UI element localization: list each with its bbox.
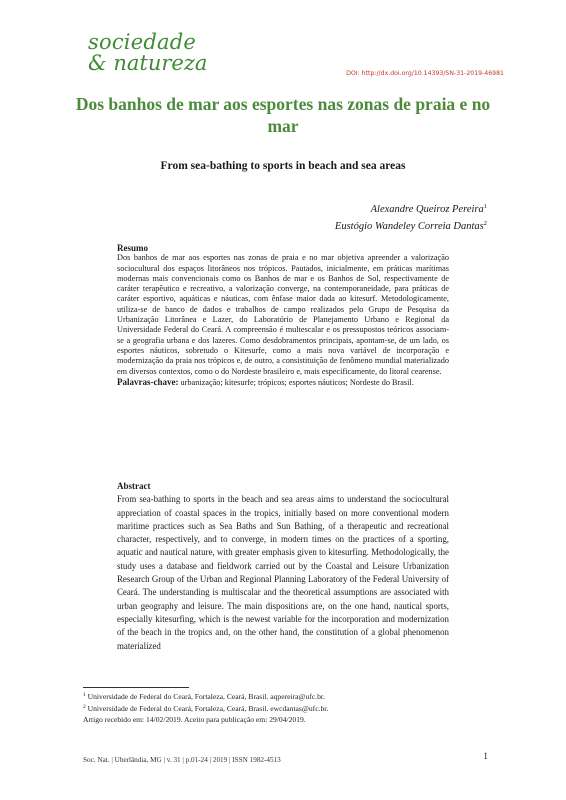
resumo-heading: Resumo bbox=[117, 243, 148, 253]
keywords-label: Palavras-chave: bbox=[117, 376, 179, 387]
footnote-1 bbox=[83, 690, 503, 702]
footnote-mark: 2 bbox=[83, 704, 86, 711]
footnotes bbox=[83, 690, 503, 725]
logo-line-1: sociedade bbox=[88, 30, 196, 54]
resumo-section bbox=[117, 243, 449, 388]
author-name: Alexandre Queiroz Pereira bbox=[370, 204, 484, 215]
author-name: Eustógio Wandeley Correia Dantas bbox=[334, 221, 484, 232]
doi-link[interactable]: DOI: http://dx.doi.org/10.14393/SN-31-2019-46981 bbox=[346, 70, 504, 77]
keywords-text: urbanização; kitesurfe; trópicos; esportes náuticos; Nordeste do Brasil. bbox=[180, 377, 414, 387]
footnote-divider bbox=[83, 687, 189, 688]
journal-logo bbox=[88, 32, 207, 74]
footnote-text: Universidade de Federal do Ceará, Fortaleza, Ceará, Brasil. aqpereira@ufc.br. bbox=[87, 692, 325, 701]
abstract-heading: Abstract bbox=[117, 481, 151, 491]
article-title: Dos banhos de mar aos esportes nas zonas de praia e no mar bbox=[75, 94, 491, 136]
abstract-section bbox=[117, 480, 449, 653]
abstract-body: From sea-bathing to sports in the beach and sea areas aims to understand the sociocultural appreciation of coastal spaces in the tropics, initially based on more conventional modern maritime practices such as Sea Baths and Sun Bathing, of a therapeutic and recreational character, respectively, and to converge, in modern times on the practices of a sporting, aquatic and nautical nature, with greater emphasis given to kitesurfing. Methodologically, the study uses a database and fieldwork carried out by the Coastal and Leisure Urbanization Research Group of the Urban and Regional Planning Laboratory of the Federal University of Ceará. The understanding is multiscalar and the theoretical assumptions are associated with urban geography and leisure. The main dispositions are, on the one hand, nautical sports, especially kitesurfing, which is the newest variable for the incorporation and modernization of the beach in the tropics and, on the other hand, the constitution of a global phenomenon materialized bbox=[117, 494, 449, 651]
article-subtitle: From sea-bathing to sports in beach and sea areas bbox=[160, 160, 406, 172]
author-footnote-mark[interactable]: 1 bbox=[483, 203, 487, 210]
footnote-2 bbox=[83, 702, 503, 714]
page-number: 1 bbox=[483, 752, 488, 762]
keywords-line bbox=[117, 377, 449, 388]
author-1 bbox=[335, 200, 487, 217]
page-footer-citation: Soc. Nat. | Uberlândia, MG | v. 31 | p.01-24 | 2019 | ISSN 1982-4513 bbox=[83, 756, 281, 764]
author-footnote-mark[interactable]: 2 bbox=[483, 220, 487, 227]
author-2 bbox=[335, 217, 487, 234]
article-dates: Artigo recebido em: 14/02/2019. Aceito para publicação em: 29/04/2019. bbox=[83, 714, 306, 724]
logo-line-2: & natureza bbox=[88, 51, 208, 75]
author-list bbox=[335, 200, 487, 234]
footnote-text: Universidade de Federal do Ceará, Fortaleza, Ceará, Brasil. ewcdantas@ufc.br. bbox=[87, 704, 329, 714]
footnote-mark: 1 bbox=[83, 692, 86, 698]
resumo-body: Dos banhos de mar aos esportes nas zonas de praia e no mar objetiva apreender a valorização sociocultural dos espaços litorâneos nos trópicos. Pautados, inicialmente, em práticas marítimas modernas mais convencionais como os Banhos de mar e os Banhos de Sol, respectivamente de caráter terapêutico e recreativo, a valorização converge, na contemporaneidade, para práticas de caráter esportivo, aquáticas e náuticas, com ênfase maior dada ao kitesurf. Metodologicamente, utiliza-se de banco de dados e trabalhos de campo realizados pelo Grupo de Pesquisa da Urbanização Litorânea e Lazer, do Laboratório de Planejamento Urbano e Regional da Universidade Federal do Ceará. A compreensão é multescalar e os pressupostos teóricos associam-se a geografia urbana e dos lazeres. Como desdobramentos principais, apontam-se, de um lado, os esportes náuticos, sobretudo o Kitesurfe, como a mais nova variável de incorporação e modernização da praia nos trópicos e, de outro, a consistituição de fenômeno mundial materializado em diversos contextos, como o do Nordeste brasileiro e, mais especificamente, do litoral cearense. bbox=[117, 253, 449, 376]
